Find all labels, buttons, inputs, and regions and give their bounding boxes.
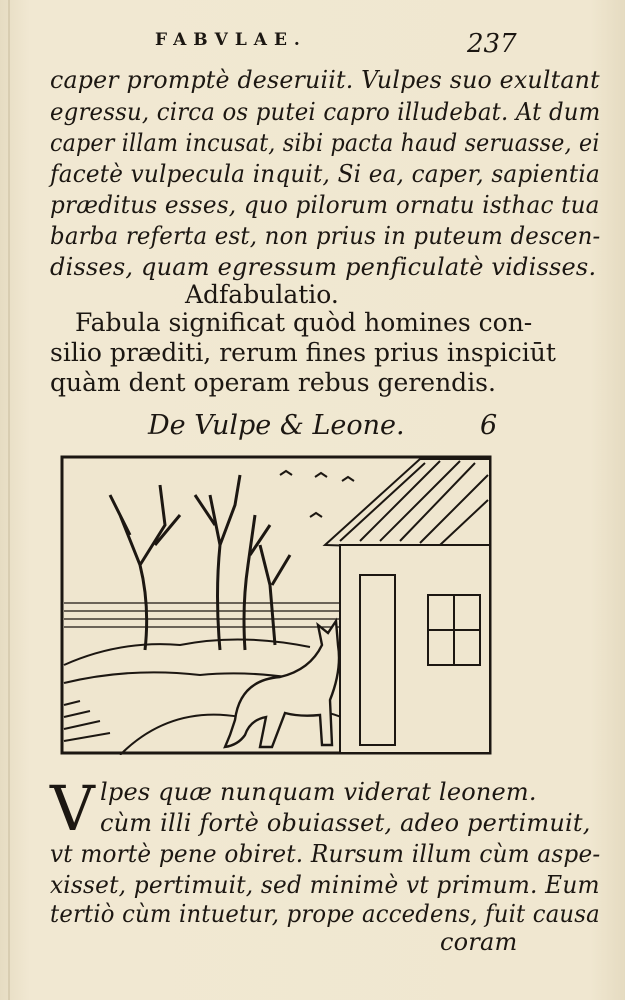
text-line: tertiò cùm intuetur, prope accedens, fuit causa	[50, 900, 600, 928]
text-line: præditus esses, quo pilorum ornatu isthac tua	[50, 191, 600, 219]
moral-heading: Adfabulatio.	[185, 280, 339, 309]
fable-number: 6	[480, 410, 498, 441]
text-line: facetè vulpecula inquit, Si ea, caper, sapientia	[50, 160, 600, 188]
running-header: FABVLAE.	[155, 30, 307, 50]
text-line: disses, quam egressum penficulatè vidisses.	[50, 253, 597, 281]
text-line: cùm illi fortè obuiasset, adeo pertimuit,	[100, 809, 591, 837]
catchword: coram	[440, 928, 518, 956]
text-line: egressu, circa os putei capro illudebat. At dum	[50, 98, 601, 126]
drop-cap: V	[50, 772, 95, 845]
moral-line: Fabula significat quòd homines con-	[75, 308, 533, 337]
text-line: barba referta est, non prius in puteum descen-	[50, 222, 601, 250]
text-line: xisset, pertimuit, sed minimè vt primum. Eum	[50, 871, 600, 899]
woodcut-illustration	[60, 455, 492, 755]
fable-title: De Vulpe & Leone.	[148, 410, 405, 441]
text-line: vt mortè pene obiret. Rursum illum cùm aspe-	[50, 840, 601, 868]
moral-line: silio præditi, rerum fines prius inspiciūt	[50, 338, 556, 367]
text-line: caper illam incusat, sibi pacta haud seruasse, ei	[50, 129, 600, 157]
text-line: lpes quæ nunquam viderat leonem.	[100, 778, 537, 806]
page-gutter	[8, 0, 10, 1000]
text-line: caper promptè deseruiit. Vulpes suo exultant	[50, 66, 600, 94]
moral-line: quàm dent operam rebus gerendis.	[50, 368, 496, 397]
page-number: 237	[467, 29, 517, 59]
